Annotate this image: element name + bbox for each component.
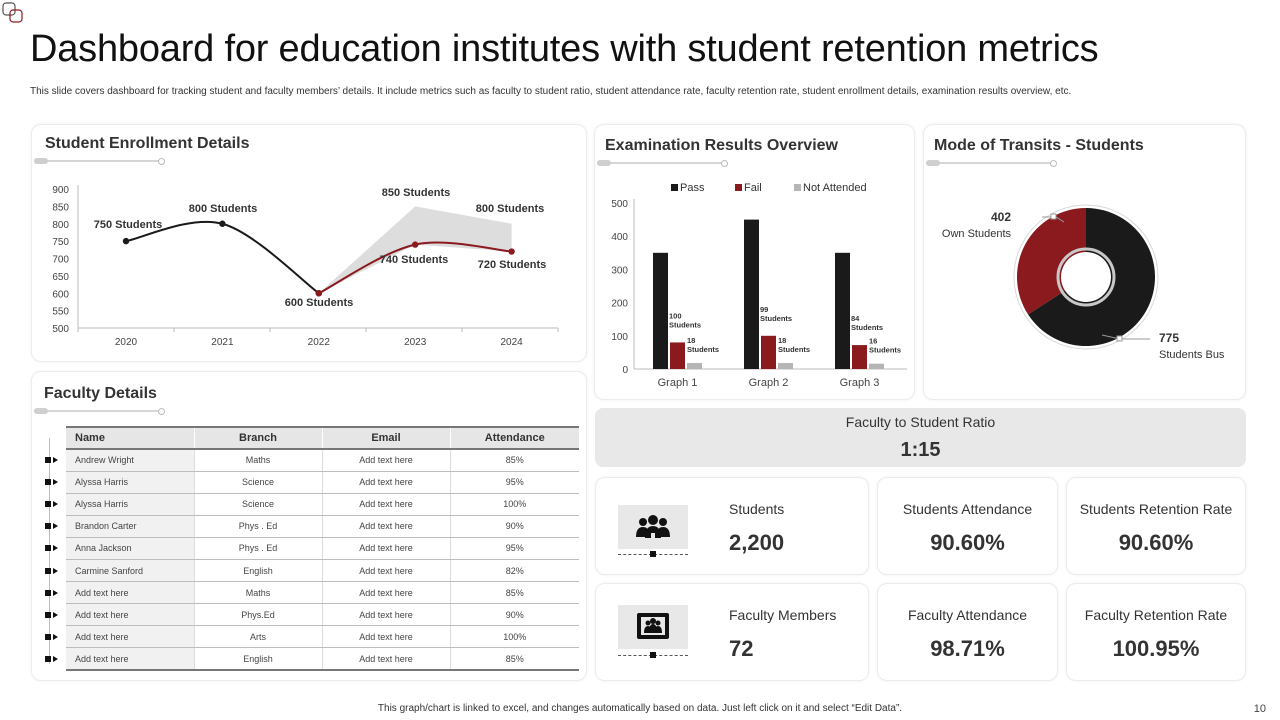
x-tick-label: 2022 xyxy=(307,337,330,348)
table-cell: Add text here xyxy=(66,582,194,604)
row-marker-icon xyxy=(45,500,59,508)
legend-swatch xyxy=(735,184,742,191)
enrollment-title: Student Enrollment Details xyxy=(45,135,250,152)
table-cell: Alyssa Harris xyxy=(66,471,194,493)
table-cell: Phys . Ed xyxy=(194,515,322,537)
transit-card xyxy=(923,124,1246,400)
table-row xyxy=(66,559,579,581)
column-header: Branch xyxy=(194,427,322,449)
legend-label: Pass xyxy=(680,182,705,194)
table-cell: Add text here xyxy=(322,559,450,581)
bar xyxy=(852,345,867,369)
table-cell: Add text here xyxy=(66,626,194,648)
students-retention-label: Students Retention Rate xyxy=(1079,501,1233,517)
x-tick-label: 2023 xyxy=(404,337,427,348)
y-tick-label: 400 xyxy=(611,232,628,244)
data-label: Students xyxy=(851,323,884,333)
row-marker-icon xyxy=(45,633,59,641)
students-icon-box xyxy=(618,505,688,549)
bar xyxy=(670,342,685,369)
y-tick-label: 900 xyxy=(52,185,69,196)
data-label: Students xyxy=(778,345,811,355)
students-bus-label: Students Bus xyxy=(1159,349,1225,361)
table-cell: Add text here xyxy=(322,537,450,559)
table-cell: 95% xyxy=(450,471,579,493)
presentation-icon xyxy=(618,605,688,649)
data-label: 720 Students xyxy=(477,259,547,271)
column-header: Name xyxy=(66,427,194,449)
table-row xyxy=(66,449,579,471)
y-tick-label: 600 xyxy=(52,289,69,301)
y-tick-label: 500 xyxy=(52,324,69,335)
row-marker-icon xyxy=(45,544,59,552)
faculty-title: Faculty Details xyxy=(44,385,157,402)
data-label: 100 xyxy=(669,311,682,321)
table-row xyxy=(66,493,579,515)
row-marker-icon xyxy=(45,611,59,619)
table-row xyxy=(66,604,579,626)
bar xyxy=(744,220,759,369)
footer-note: This graph/chart is linked to excel, and changes automatically based on data. Just left click on it and select “Edit Data”. xyxy=(377,703,903,714)
table-cell: Add text here xyxy=(66,648,194,670)
table-cell: 85% xyxy=(450,449,579,471)
data-label: Students xyxy=(687,345,720,355)
page-number: 10 xyxy=(1253,703,1266,715)
y-tick-label: 0 xyxy=(622,365,628,376)
table-cell: Add text here xyxy=(322,604,450,626)
data-point xyxy=(219,221,225,227)
data-label: Students xyxy=(760,313,793,323)
x-tick-label: Graph 2 xyxy=(748,377,789,389)
data-label: 600 Students xyxy=(284,297,354,309)
legend-label: Fail xyxy=(744,182,762,194)
table-row xyxy=(66,582,579,604)
own-students-label: Own Students xyxy=(941,228,1011,240)
students-retention-card xyxy=(1066,477,1246,575)
enrollment-card xyxy=(31,124,587,362)
data-point xyxy=(412,241,418,247)
table-cell: English xyxy=(194,559,322,581)
table-cell: 90% xyxy=(450,604,579,626)
series-line xyxy=(126,222,319,293)
table-cell: Add text here xyxy=(322,626,450,648)
table-cell: Anna Jackson xyxy=(66,537,194,559)
table-cell: 95% xyxy=(450,537,579,559)
faculty-table xyxy=(66,426,579,671)
table-cell: Add text here xyxy=(322,515,450,537)
table-cell: Carmine Sanford xyxy=(66,559,194,581)
x-tick-label: 2024 xyxy=(500,337,523,348)
legend-label: Not Attended xyxy=(803,182,867,194)
y-tick-label: 650 xyxy=(52,271,69,283)
bar xyxy=(687,363,702,369)
table-cell: 100% xyxy=(450,626,579,648)
row-marker-icon xyxy=(45,456,59,464)
row-marker-icon xyxy=(45,655,59,663)
column-header: Email xyxy=(322,427,450,449)
bar xyxy=(653,253,668,369)
x-tick-label: Graph 1 xyxy=(657,377,698,389)
faculty-members-value: 72 xyxy=(729,636,754,661)
table-cell: Phys.Ed xyxy=(194,604,322,626)
y-tick-label: 300 xyxy=(611,265,628,277)
donut-hole-ring xyxy=(1058,249,1114,305)
leader-marker xyxy=(1117,336,1122,341)
students-bus-value: 775 xyxy=(1159,331,1180,345)
data-label: 84 xyxy=(851,314,860,324)
transit-title: Mode of Transits - Students xyxy=(934,137,1144,154)
table-cell: Add text here xyxy=(322,582,450,604)
page-subtitle: This slide covers dashboard for tracking student and faculty members’ details. It include metrics such as faculty to student ratio, student attendance rate, faculty retention rate, student enrollment details, examination results overview, etc. xyxy=(30,86,1072,97)
faculty-header-row xyxy=(66,427,579,449)
table-cell: Science xyxy=(194,471,322,493)
legend-swatch xyxy=(794,184,801,191)
table-cell: English xyxy=(194,648,322,670)
corner-logo-icon xyxy=(2,2,24,24)
students-attendance-card xyxy=(877,477,1058,575)
faculty-members-kpi-card xyxy=(595,583,869,681)
column-header: Attendance xyxy=(450,427,579,449)
row-marker-icon xyxy=(45,522,59,530)
table-cell: Add text here xyxy=(322,449,450,471)
table-row xyxy=(66,626,579,648)
exam-chart xyxy=(595,125,916,401)
data-label: 16 xyxy=(869,336,878,346)
table-row xyxy=(66,515,579,537)
y-tick-label: 200 xyxy=(611,298,628,310)
students-attendance-label: Students Attendance xyxy=(902,501,1033,517)
x-tick-label: 2021 xyxy=(211,337,234,348)
faculty-attendance-value: 98.71% xyxy=(930,636,1005,661)
table-cell: Maths xyxy=(194,582,322,604)
leader-marker xyxy=(1051,214,1056,219)
bar xyxy=(761,336,776,369)
row-marker-icon xyxy=(45,567,59,575)
students-icon-dot xyxy=(650,551,656,557)
students-attendance-value: 90.60% xyxy=(930,530,1005,555)
y-tick-label: 850 xyxy=(52,202,69,214)
table-cell: Arts xyxy=(194,626,322,648)
data-label: 18 xyxy=(687,336,696,346)
table-cell: 85% xyxy=(450,582,579,604)
faculty-attendance-label: Faculty Attendance xyxy=(907,607,1028,623)
table-cell: Maths xyxy=(194,449,322,471)
bar xyxy=(869,364,884,369)
table-cell: Add text here xyxy=(322,648,450,670)
x-tick-label: 2020 xyxy=(114,337,138,348)
y-tick-label: 800 xyxy=(52,219,69,231)
table-cell: Phys . Ed xyxy=(194,537,322,559)
data-label: 18 xyxy=(778,336,787,346)
data-label: Students xyxy=(669,320,702,330)
y-tick-label: 750 xyxy=(52,237,69,249)
table-cell: 85% xyxy=(450,648,579,670)
faculty-underline xyxy=(34,410,162,412)
students-kpi-card xyxy=(595,477,869,575)
table-cell: Andrew Wright xyxy=(66,449,194,471)
students-retention-value: 90.60% xyxy=(1118,530,1194,555)
faculty-retention-label: Faculty Retention Rate xyxy=(1084,607,1228,623)
data-label: Students xyxy=(869,345,902,355)
table-cell: 90% xyxy=(450,515,579,537)
y-tick-label: 550 xyxy=(52,306,69,318)
data-label: 750 Students xyxy=(93,219,163,231)
page-title: Dashboard for education institutes with student retention metrics xyxy=(30,28,1099,70)
ratio-value: 1:15 xyxy=(900,439,941,461)
row-marker-icon xyxy=(45,478,59,486)
table-cell: 100% xyxy=(450,493,579,515)
range-band xyxy=(319,206,512,293)
data-label: 850 Students xyxy=(381,187,451,199)
table-cell: Brandon Carter xyxy=(66,515,194,537)
exam-title: Examination Results Overview xyxy=(605,137,838,154)
row-marker-icon xyxy=(45,589,59,597)
own-students-value: 402 xyxy=(990,210,1011,224)
data-point xyxy=(316,290,322,296)
data-label: 800 Students xyxy=(188,203,258,215)
enrollment-chart xyxy=(32,125,588,363)
faculty-retention-card xyxy=(1066,583,1246,681)
data-label: 740 Students xyxy=(379,254,449,266)
table-cell: Add text here xyxy=(322,471,450,493)
table-cell: 82% xyxy=(450,559,579,581)
x-tick-label: Graph 3 xyxy=(839,377,880,389)
y-tick-label: 700 xyxy=(52,254,69,266)
table-row xyxy=(66,471,579,493)
table-cell: Add text here xyxy=(322,493,450,515)
faculty-members-label: Faculty Members xyxy=(729,607,837,623)
y-tick-label: 500 xyxy=(611,199,628,210)
data-label: 99 xyxy=(760,304,769,314)
table-cell: Alyssa Harris xyxy=(66,493,194,515)
y-tick-label: 100 xyxy=(611,331,628,343)
bar xyxy=(778,363,793,369)
exam-card xyxy=(594,124,915,400)
faculty-attendance-card xyxy=(877,583,1058,681)
students-label: Students xyxy=(729,501,785,517)
group-icon xyxy=(618,505,688,549)
transit-chart xyxy=(924,125,1247,401)
legend-swatch xyxy=(671,184,678,191)
data-label: 800 Students xyxy=(475,203,545,215)
table-cell: Add text here xyxy=(66,604,194,626)
faculty-icon-box xyxy=(618,605,688,649)
table-cell: Science xyxy=(194,493,322,515)
faculty-retention-value: 100.95% xyxy=(1112,636,1200,661)
students-value: 2,200 xyxy=(729,530,785,555)
donut-slice xyxy=(1017,208,1086,315)
data-point xyxy=(123,238,129,244)
table-row xyxy=(66,648,579,670)
faculty-icon-dot xyxy=(650,652,656,658)
ratio-banner xyxy=(595,408,1246,467)
bar xyxy=(835,253,850,369)
ratio-label: Faculty to Student Ratio xyxy=(845,414,996,430)
table-row xyxy=(66,537,579,559)
data-point xyxy=(508,248,514,254)
